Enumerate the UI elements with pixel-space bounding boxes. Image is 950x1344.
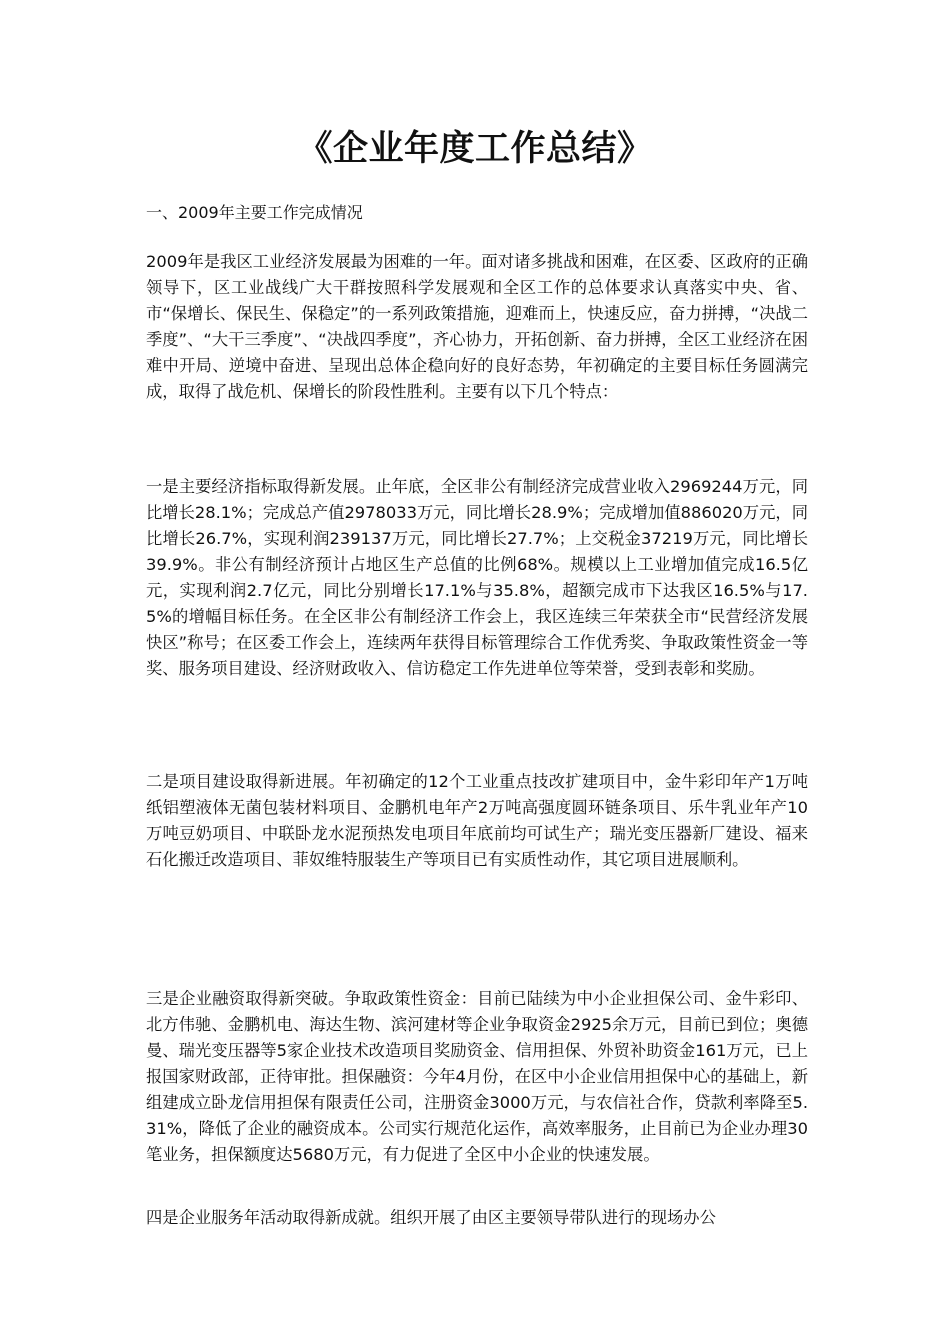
- paragraph-project-construction: 二是项目建设取得新进展。年初确定的12个工业重点技改扩建项目中，金牛彩印年产1万吨纸铝塑液体无菌包装材料项目、金鹏机电年产2万吨高强度圆环链条项目、乐牛乳业年产10万吨豆奶项目、中联卧龙水泥预热发电项目年底前均可试生产；瑞光变压器新厂建设、福来石化搬迁改造项目、菲奴维特服装生产等项目已有实质性动作，其它项目进展顺利。: [146, 772, 808, 869]
- paragraph-overview: 2009年是我区工业经济发展最为困难的一年。面对诸多挑战和困难，在区委、区政府的正确领导下，区工业战线广大干群按照科学发展观和全区工作的总体要求认真落实中央、省、市“保增长、保民生、保稳定”的一系列政策措施，迎难而上，快速反应，奋力拼搏，“决战二季度”、“大干三季度”、“决战四季度”，齐心协力，开拓创新、奋力拼搏，全区工业经济在困难中开局、逆境中奋进、呈现出总体企稳向好的良好态势，年初确定的主要目标任务圆满完成，取得了战危机、保增长的阶段性胜利。主要有以下几个特点：: [146, 252, 808, 401]
- section-heading: 一、2009年主要工作完成情况: [146, 203, 363, 222]
- paragraph-enterprise-financing: 三是企业融资取得新突破。争取政策性资金：目前已陆续为中小企业担保公司、金牛彩印、北方伟驰、金鹏机电、海达生物、滨河建材等企业争取资金2925余万元，目前已到位；奥德曼、瑞光变压器等5家企业技术改造项目奖励资金、信用担保、外贸补助资金161万元，已上报国家财政部，正待审批。担保融资：今年4月份，在区中小企业信用担保中心的基础上，新组建成立卧龙信用担保有限责任公司，注册资金3000万元，与农信社合作，贷款利率降至5.31%，降低了企业的融资成本。公司实行规范化运作，高效率服务，止目前已为企业办理30笔业务，担保额度达5680万元，有力促进了全区中小企业的快速发展。: [146, 989, 808, 1164]
- document-title: 《企业年度工作总结》: [297, 129, 653, 169]
- paragraph-service-year: 四是企业服务年活动取得新成就。组织开展了由区主要领导带队进行的现场办公: [146, 1208, 716, 1227]
- paragraph-economic-indicators: 一是主要经济指标取得新发展。止年底，全区非公有制经济完成营业收入2969244万元，同比增长28.1%；完成总产值2978033万元，同比增长28.9%；完成增加值886020万元，同比增长26.7%，实现利润239137万元，同比增长27.7%；上交税金37219万元，同比增长39.9%。非公有制经济预计占地区生产总值的比例68%。规模以上工业增加值完成16.5亿元，实现利润2.7亿元，同比分别增长17.1%与35.8%，超额完成市下达我区16.5%与17.5%的增幅目标任务。在全区非公有制经济工作会上，我区连续三年荣获全市“民营经济发展快区”称号；在区委工作会上，连续两年获得目标管理综合工作优秀奖、争取政策性资金一等奖、服务项目建设、经济财政收入、信访稳定工作先进单位等荣誉，受到表彰和奖励。: [146, 477, 808, 678]
